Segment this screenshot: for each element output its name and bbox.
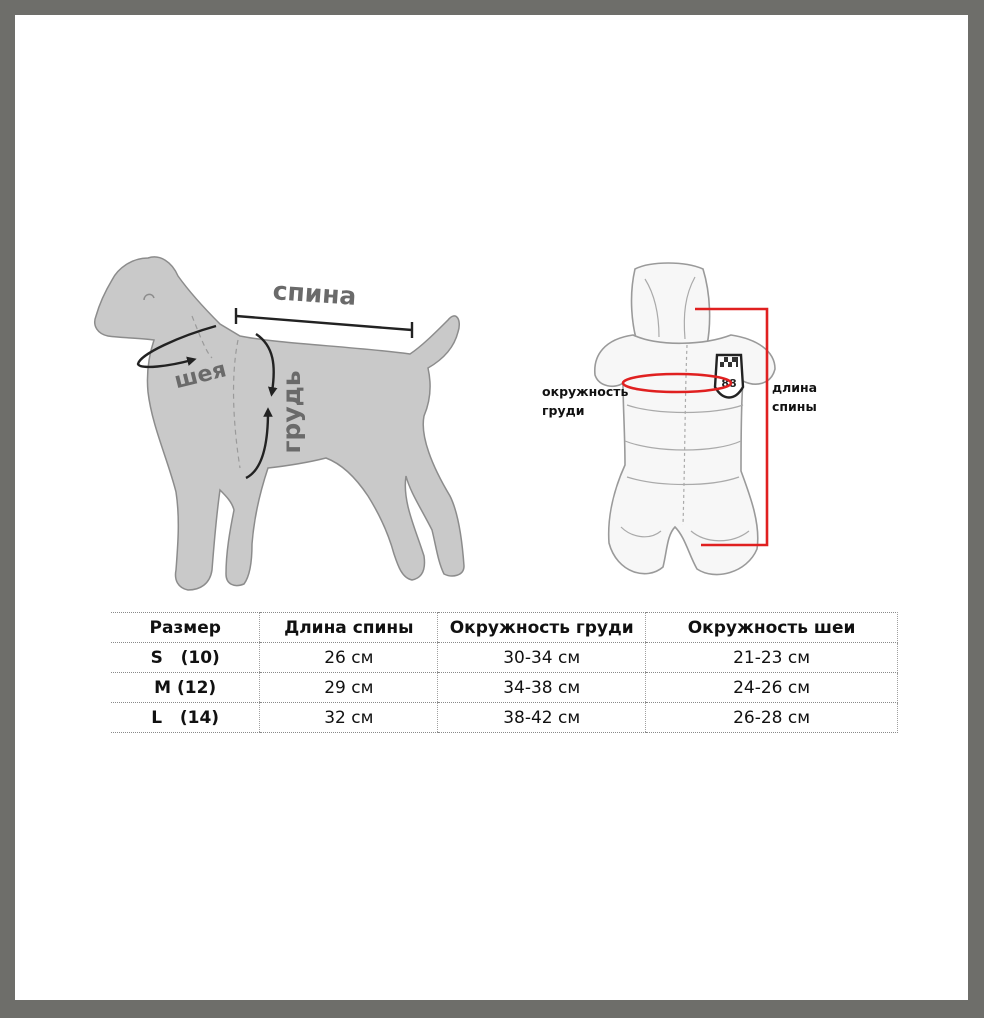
back-length-cell: 32 см xyxy=(260,703,438,733)
dog-jumpsuit-icon xyxy=(535,255,845,590)
dog-silhouette-icon xyxy=(80,240,500,600)
neck-cell: 24-26 см xyxy=(646,673,898,703)
table-row xyxy=(111,673,898,703)
back-label: спина xyxy=(271,276,358,311)
header-chest: Окружность груди xyxy=(438,613,646,643)
neck-cell: 21-23 см xyxy=(646,643,898,673)
header-neck: Окружность шеи xyxy=(646,613,898,643)
badge-number: 88 xyxy=(721,377,737,390)
jumpsuit-hood xyxy=(632,263,710,349)
size-cell: L (14) xyxy=(111,703,260,733)
header-size: Размер xyxy=(111,613,260,643)
back-length-cell: 29 см xyxy=(260,673,438,703)
table-row xyxy=(111,643,898,673)
table-row xyxy=(111,703,898,733)
size-cell: M (12) xyxy=(111,673,260,703)
chest-cell: 30-34 см xyxy=(438,643,646,673)
size-cell: S (10) xyxy=(111,643,260,673)
table-header-row xyxy=(111,613,898,643)
chest-cell: 38-42 см xyxy=(438,703,646,733)
chest-label: грудь xyxy=(277,370,306,454)
neck-cell: 26-28 см xyxy=(646,703,898,733)
header-back-length: Длина спины xyxy=(260,613,438,643)
chest-cell: 34-38 см xyxy=(438,673,646,703)
size-table xyxy=(111,612,898,733)
neck-label: шея xyxy=(171,357,229,395)
suit-back-label: длина спины xyxy=(772,380,818,414)
back-length-cell: 26 см xyxy=(260,643,438,673)
suit-chest-label: окружность груди xyxy=(542,384,629,418)
